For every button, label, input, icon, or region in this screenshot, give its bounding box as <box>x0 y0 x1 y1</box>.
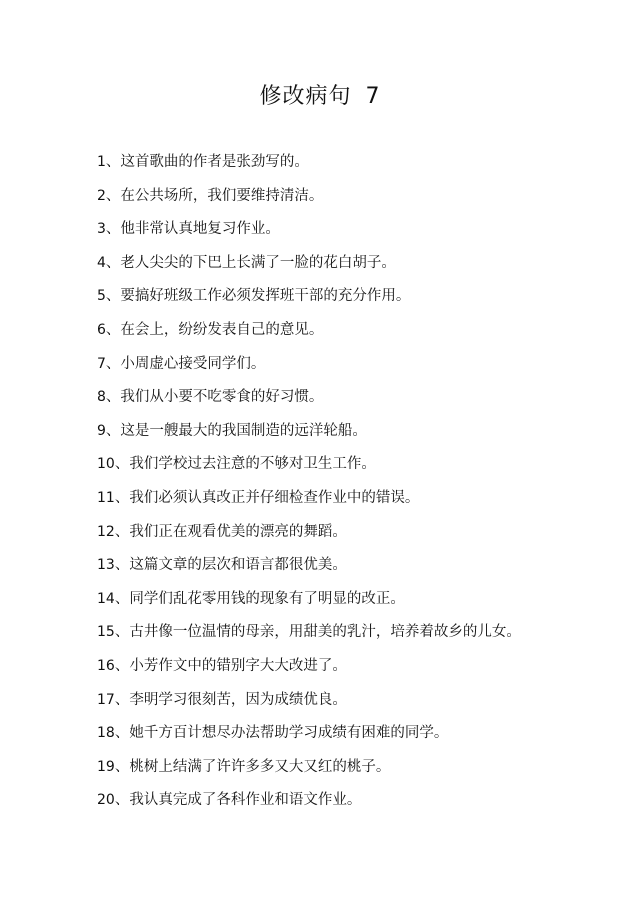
item-number: 9 <box>97 422 106 439</box>
item-text: 、他非常认真地复习作业。 <box>105 221 280 238</box>
item-text: 、要搞好班级工作必须发挥班干部的充分作用。 <box>105 288 411 305</box>
item-text: 、这是一艘最大的我国制造的远洋轮船。 <box>105 422 367 439</box>
item-number: 6 <box>97 321 106 338</box>
item-number: 14 <box>97 590 115 607</box>
item-text: 、老人尖尖的下巴上长满了一脸的花白胡子。 <box>105 254 396 271</box>
item-number: 3 <box>97 221 106 238</box>
page-title-text: 修改病句 <box>259 84 352 109</box>
item-text: 、在公共场所，我们要维持清洁。 <box>105 187 324 204</box>
item-number: 20 <box>97 792 115 809</box>
list-item <box>97 487 617 521</box>
item-text: 、在会上，纷纷发表自己的意见。 <box>105 321 324 338</box>
item-text: 、桃树上结满了许许多多又大又红的桃子。 <box>114 758 391 775</box>
item-text: 、我们学校过去注意的不够对卫生工作。 <box>114 456 376 473</box>
item-text: 、我们正在观看优美的漂亮的舞蹈。 <box>114 523 347 540</box>
list-item <box>97 521 617 555</box>
item-number: 13 <box>97 557 115 574</box>
item-number: 19 <box>97 758 115 775</box>
list-item <box>97 453 617 487</box>
list-item <box>97 789 617 823</box>
item-number: 10 <box>97 456 115 473</box>
list-item <box>97 722 617 756</box>
item-text: 、古井像一位温情的母亲，用甜美的乳汁，培养着故乡的儿女。 <box>114 624 521 641</box>
list-item <box>97 353 617 387</box>
item-text: 、我们必须认真改正并仔细检查作业中的错误。 <box>114 489 420 506</box>
item-number: 15 <box>97 624 115 641</box>
page-title-number: 7 <box>365 84 381 109</box>
item-text: 、小周虚心接受同学们。 <box>105 355 266 372</box>
item-text: 、小芳作文中的错别字大大改进了。 <box>114 657 347 674</box>
item-number: 16 <box>97 657 115 674</box>
item-text: 、我们从小要不吃零食的好习惯。 <box>105 389 324 406</box>
list-item <box>97 655 617 689</box>
list-item <box>97 420 617 454</box>
item-text: 、这首歌曲的作者是张劲写的。 <box>105 154 309 170</box>
item-text: 、同学们乱花零用钱的现象有了明显的改正。 <box>114 590 405 607</box>
item-number: 8 <box>97 389 106 406</box>
list-item <box>97 319 617 353</box>
list-item <box>97 689 617 723</box>
item-text: 、我认真完成了各科作业和语文作业。 <box>114 792 362 809</box>
page-title <box>0 82 640 112</box>
item-text: 、她千方百计想尽办法帮助学习成绩有困难的同学。 <box>114 725 449 742</box>
list-item <box>97 218 617 252</box>
item-text: 、李明学习很刻苦，因为成绩优良。 <box>114 691 347 708</box>
item-text: 、这篇文章的层次和语言都很优美。 <box>114 557 347 574</box>
item-number: 2 <box>97 187 106 204</box>
list-item <box>97 252 617 286</box>
list-item <box>97 588 617 622</box>
sentence-list <box>97 151 617 823</box>
item-number: 11 <box>97 489 115 506</box>
list-item <box>97 151 617 185</box>
list-item <box>97 185 617 219</box>
item-number: 4 <box>97 254 106 271</box>
list-item <box>97 554 617 588</box>
item-number: 7 <box>97 355 106 372</box>
list-item <box>97 386 617 420</box>
list-item <box>97 285 617 319</box>
item-number: 1 <box>97 154 106 170</box>
item-number: 17 <box>97 691 115 708</box>
item-number: 5 <box>97 288 106 305</box>
item-number: 18 <box>97 725 115 742</box>
list-item <box>97 756 617 790</box>
list-item <box>97 621 617 655</box>
item-number: 12 <box>97 523 115 540</box>
